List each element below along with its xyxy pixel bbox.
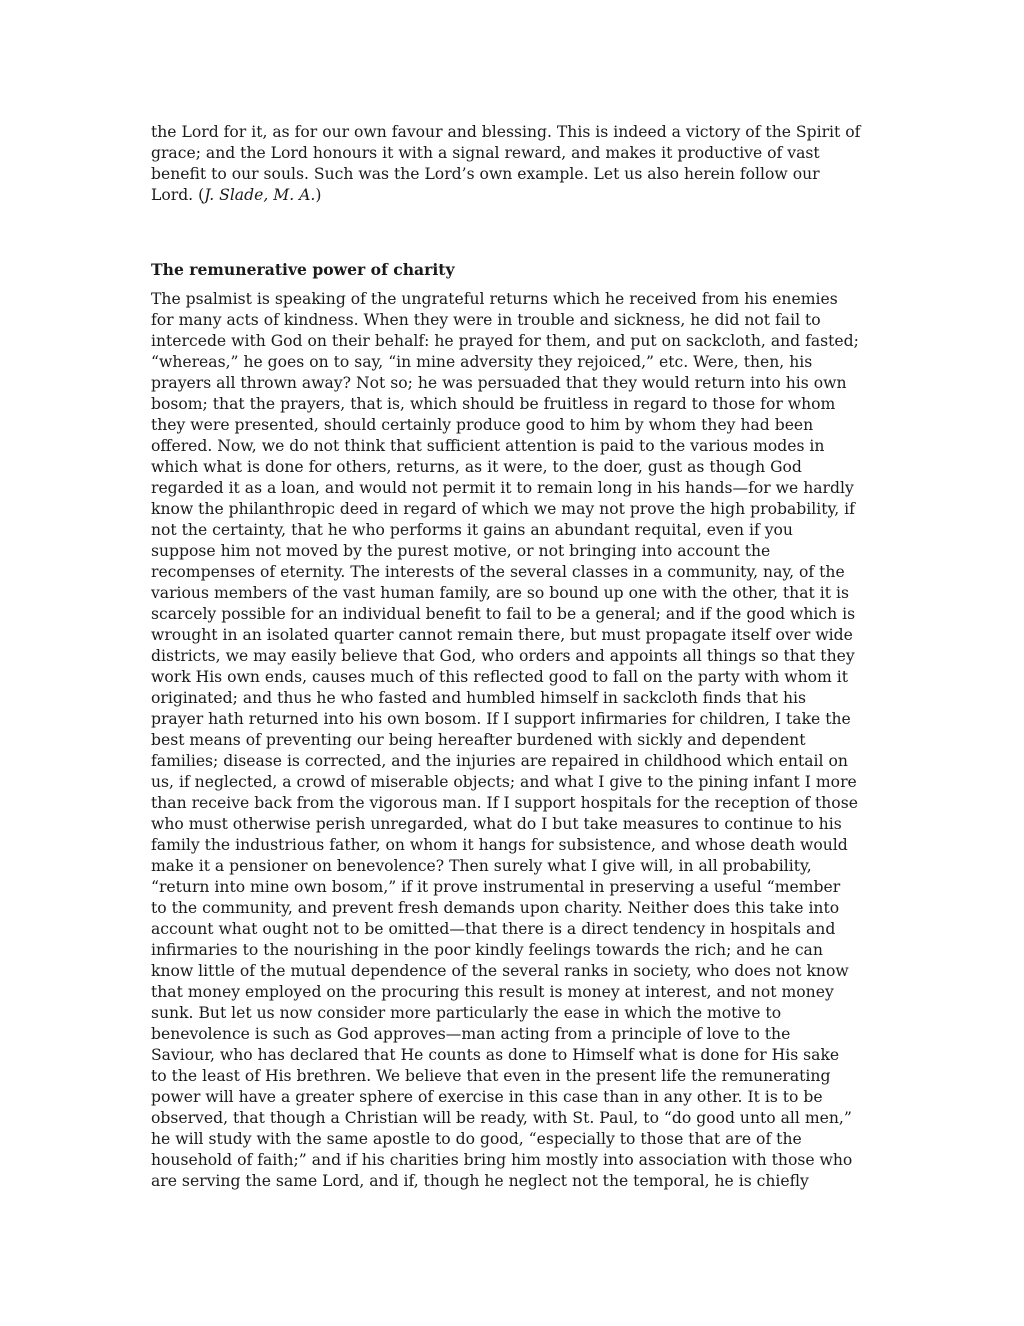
text-line: infirmaries to the nourishing in the poor kindly feelings towards the rich; and he can — [151, 941, 823, 959]
text-line: scarcely possible for an individual benefit to fail to be a general; and if the good which is — [151, 605, 856, 623]
section-heading: The remunerative power of charity — [151, 260, 455, 279]
text-line: work His own ends, causes much of this reflected good to fall on the party with whom it — [151, 668, 849, 686]
text-line: bosom; that the prayers, that is, which should be fruitless in regard to those for whom — [151, 395, 836, 413]
text-line: prayer hath returned into his own bosom. If I support infirmaries for children, I take the — [151, 710, 851, 728]
text-line: best means of preventing our being hereafter burdened with sickly and dependent — [151, 731, 806, 749]
text-line — [151, 185, 879, 206]
text-line: for many acts of kindness. When they were in trouble and sickness, he did not fail to — [151, 311, 821, 329]
text-line: are serving the same Lord, and if, though he neglect not the temporal, he is chiefly — [151, 1172, 809, 1190]
text-line: The psalmist is speaking of the ungrateful returns which he received from his enemies — [151, 290, 838, 308]
text-line: benevolence is such as God approves—man acting from a principle of love to the — [151, 1025, 791, 1043]
text-line: sunk. But let us now consider more particularly the ease in which the motive to — [151, 1004, 782, 1022]
text-line: the Lord for it, as for our own favour and blessing. This is indeed a victory of the Spirit of — [151, 123, 861, 141]
text-line: various members of the vast human family, are so bound up one with the other, that it is — [151, 584, 849, 602]
section-gap — [151, 206, 879, 259]
text-line: Saviour, who has declared that He counts as done to Himself what is done for His sake — [151, 1046, 840, 1064]
text-line: he will study with the same apostle to do good, “especially to those that are of the — [151, 1130, 802, 1148]
intro-paragraph — [151, 122, 879, 206]
document-page — [151, 122, 879, 1192]
text-line: districts, we may easily believe that God, who orders and appoints all things so that they — [151, 647, 855, 665]
text-line: observed, that though a Christian will be ready, with St. Paul, to “do good unto all men,” — [151, 1109, 852, 1127]
text-line: benefit to our souls. Such was the Lord’s own example. Let us also herein follow our — [151, 165, 820, 183]
text-line: to the least of His brethren. We believe that even in the present life the remunerating — [151, 1067, 831, 1085]
text-line: originated; and thus he who fasted and humbled himself in sackcloth finds that his — [151, 689, 807, 707]
text-line: which what is done for others, returns, as it were, to the doer, gust as though God — [151, 458, 802, 476]
text-line: to the community, and prevent fresh demands upon charity. Neither does this take into — [151, 899, 840, 917]
text-line: they were presented, should certainly produce good to him by whom they had been — [151, 416, 814, 434]
section-paragraph — [151, 289, 879, 1192]
text-line: prayers all thrown away? Not so; he was persuaded that they would return into his own — [151, 374, 847, 392]
author-attribution: J. Slade, M. A. — [204, 186, 316, 204]
text-line: intercede with God on their behalf: he prayed for them, and put on sackcloth, and fasted; — [151, 332, 859, 350]
text-line: power will have a greater sphere of exercise in this case than in any other. It is to be — [151, 1088, 823, 1106]
text-line: grace; and the Lord honours it with a signal reward, and makes it productive of vast — [151, 144, 820, 162]
text-line: regarded it as a loan, and would not permit it to remain long in his hands—for we hardly — [151, 479, 854, 497]
text-line: who must otherwise perish unregarded, what do I but take measures to continue to his — [151, 815, 842, 833]
text-line: know the philanthropic deed in regard of which we may not prove the high probability, if — [151, 500, 855, 518]
line-prefix: Lord. ( — [151, 186, 205, 204]
text-line: make it a pensioner on benevolence? Then surely what I give will, in all probability, — [151, 857, 812, 875]
text-line: not the certainty, that he who performs it gains an abundant requital, even if you — [151, 521, 793, 539]
text-line: know little of the mutual dependence of the several ranks in society, who does not know — [151, 962, 849, 980]
text-line: recompenses of eternity. The interests of the several classes in a community, nay, of the — [151, 563, 845, 581]
line-suffix: ) — [315, 186, 322, 204]
text-line: families; disease is corrected, and the injuries are repaired in childhood which entail on — [151, 752, 848, 770]
text-line: account what ought not to be omitted—that there is a direct tendency in hospitals and — [151, 920, 836, 938]
text-line: suppose him not moved by the purest motive, or not bringing into account the — [151, 542, 771, 560]
text-line: “whereas,” he goes on to say, “in mine adversity they rejoiced,” etc. Were, then, his — [151, 353, 813, 371]
text-line: wrought in an isolated quarter cannot remain there, but must propagate itself over wide — [151, 626, 853, 644]
text-line: offered. Now, we do not think that sufficient attention is paid to the various modes in — [151, 437, 825, 455]
text-line: household of faith;” and if his charities bring him mostly into association with those who — [151, 1151, 853, 1169]
text-line: “return into mine own bosom,” if it prove instrumental in preserving a useful “member — [151, 878, 841, 896]
text-line: us, if neglected, a crowd of miserable objects; and what I give to the pining infant I more — [151, 773, 857, 791]
text-line: than receive back from the vigorous man. If I support hospitals for the reception of those — [151, 794, 858, 812]
text-line: that money employed on the procuring this result is money at interest, and not money — [151, 983, 834, 1001]
text-line: family the industrious father, on whom it hangs for subsistence, and whose death would — [151, 836, 848, 854]
